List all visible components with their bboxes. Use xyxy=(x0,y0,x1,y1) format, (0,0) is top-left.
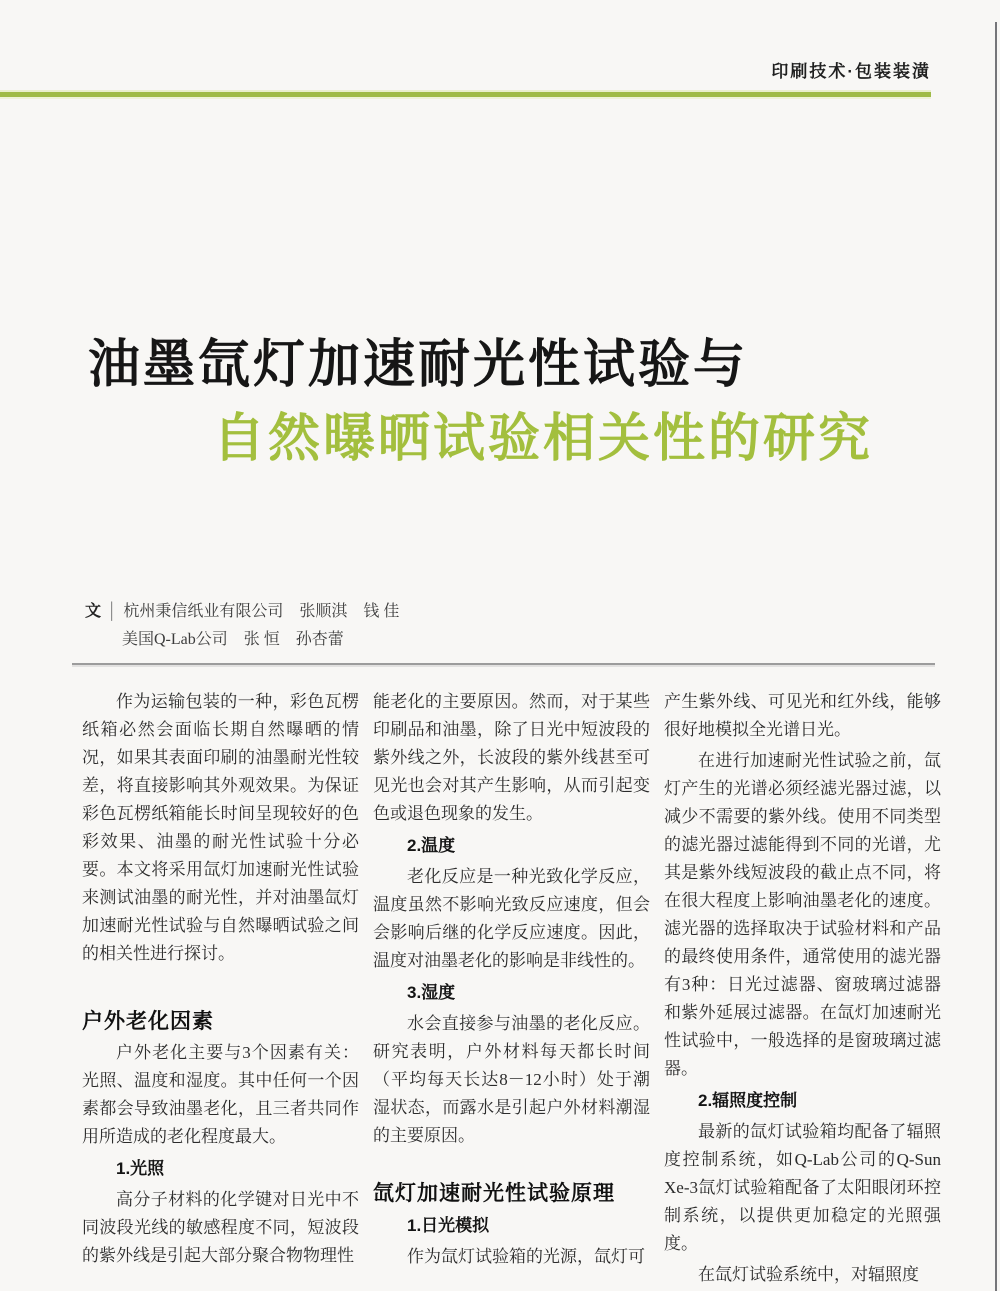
sub-heading: 1.光照 xyxy=(116,1159,165,1178)
sub-heading: 1.日光模拟 xyxy=(407,1216,490,1235)
section-heading: 户外老化因素 xyxy=(82,1010,214,1033)
byline-prefix: 文 xyxy=(85,603,102,620)
paragraph: 在氙灯试验系统中，对辐照度 xyxy=(698,1265,919,1284)
column-3 xyxy=(664,688,941,1289)
byline-line1 xyxy=(85,598,399,626)
byline xyxy=(85,598,399,654)
byline-authors-2: 美国Q-Lab公司 张 恒 孙杏蕾 xyxy=(122,631,344,648)
paragraph: 户外老化主要与3个因素有关：光照、温度和湿度。其中任何一个因素都会导致油墨老化，且三者共同作用所造成的老化程度最大。 xyxy=(82,1043,359,1146)
byline-divider-line xyxy=(72,663,935,665)
paragraph: 作为氙灯试验箱的光源，氙灯可 xyxy=(407,1247,645,1266)
column-1 xyxy=(82,688,359,1289)
paragraph-continued: 产生紫外线、可见光和红外线，能够很好地模拟全光谱日光。 xyxy=(664,692,941,739)
page-edge-line xyxy=(995,22,997,1291)
sub-heading: 2.辐照度控制 xyxy=(698,1091,798,1110)
paragraph-continued: 能老化的主要原因。然而，对于某些印刷品和油墨，除了日光中短波段的紫外线之外，长波段的紫外线甚至可见光也会对其产生影响，从而引起变色或退色现象的发生。 xyxy=(373,692,650,823)
paragraph: 在进行加速耐光性试验之前，氙灯产生的光谱必须经滤光器过滤，以减少不需要的紫外线。使用不同类型的滤光器过滤能得到不同的光谱，尤其是紫外线短波段的截止点不同，将在很大程度上影响油墨老化的速度。滤光器的选择取决于试验材料和产品的最终使用条件，通常使用的滤光器有3种：日光过滤器、窗玻璃过滤器和紫外延展过滤器。在氙灯加速耐光性试验中，一般选择的是窗玻璃过滤器。 xyxy=(664,751,941,1078)
byline-separator: │ xyxy=(106,603,118,620)
sub-heading: 3.湿度 xyxy=(407,983,456,1002)
sub-heading: 2.温度 xyxy=(407,836,456,855)
accent-rule xyxy=(0,90,931,99)
magazine-section-header: 印刷技术·包装装潢 xyxy=(771,62,931,81)
paragraph: 作为运输包装的一种，彩色瓦楞纸箱必然会面临长期自然曝晒的情况，如果其表面印刷的油墨耐光性较差，将直接影响其外观效果。为保证彩色瓦楞纸箱能长时间呈现较好的色彩效果、油墨的耐光性试验十分必要。本文将采用氙灯加速耐光性试验来测试油墨的耐光性，并对油墨氙灯加速耐光性试验与自然曝晒试验之间的相关性进行探讨。 xyxy=(82,692,359,963)
section-heading: 氙灯加速耐光性试验原理 xyxy=(373,1182,615,1205)
byline-line2 xyxy=(85,626,399,654)
paragraph: 水会直接参与油墨的老化反应。研究表明，户外材料每天都长时间（平均每天长达8－12小时）处于潮湿状态，而露水是引起户外材料潮湿的主要原因。 xyxy=(373,1014,650,1145)
paragraph: 最新的氙灯试验箱均配备了辐照度控制系统，如Q-Lab公司的Q-Sun Xe-3氙灯试验箱配备了太阳眼闭环控制系统，以提供更加稳定的光照强度。 xyxy=(664,1122,941,1253)
paragraph: 高分子材料的化学键对日光中不同波段光线的敏感程度不同，短波段的紫外线是引起大部分聚合物物理性 xyxy=(82,1190,359,1265)
paragraph: 老化反应是一种光致化学反应，温度虽然不影响光致反应速度，但会会影响后继的化学反应速度。因此，温度对油墨老化的影响是非线性的。 xyxy=(373,867,650,970)
column-2 xyxy=(373,688,650,1289)
article-title-line2: 自然曝晒试验相关性的研究 xyxy=(213,410,874,468)
byline-authors-1: 杭州秉信纸业有限公司 张顺淇 钱 佳 xyxy=(123,603,400,620)
article-columns xyxy=(82,688,942,1289)
article-title-line1: 油墨氙灯加速耐光性试验与 xyxy=(88,336,749,394)
